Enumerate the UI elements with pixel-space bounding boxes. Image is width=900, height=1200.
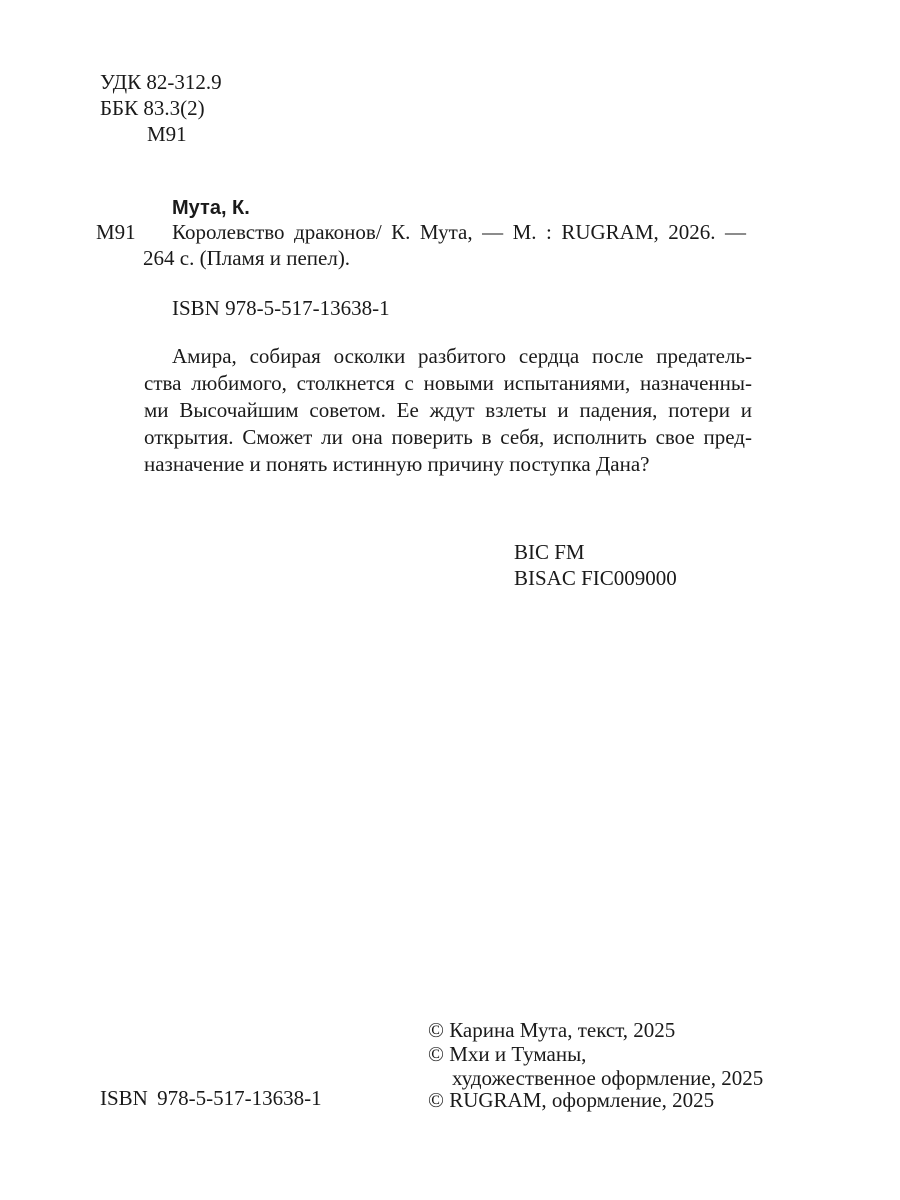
annotation-line: назначение и понять истинную причину поступка Дана? <box>144 452 650 476</box>
annotation <box>144 344 752 479</box>
copyright-design-cont: художественное оформление, 2025 <box>452 1066 764 1090</box>
annotation-line: открытия. Сможет ли она поверить в себя, исполнить свое пред- <box>144 425 752 449</box>
bisac-code: BISAC FIC009000 <box>514 566 677 590</box>
author-name: Мута, К. <box>172 197 250 219</box>
copyright-publisher: © RUGRAM, оформление, 2025 <box>428 1088 715 1112</box>
isbn-main: ISBN 978-5-517-13638-1 <box>172 296 390 320</box>
annotation-line: ства любимого, столкнется с новыми испытаниями, назначенны- <box>144 371 752 395</box>
annotation-line: Амира, собирая осколки разбитого сердца после предатель- <box>172 344 752 368</box>
side-author-mark: М91 <box>96 220 136 244</box>
copyright-design: © Мхи и Туманы, <box>428 1042 587 1066</box>
bic-code: BIC FM <box>514 540 585 564</box>
isbn-footer: ISBN 978-5-517-13638-1 <box>100 1086 322 1110</box>
bibliography-line-1: Королевство драконов/ К. Мута, — М. : RUGRAM, 2026. — <box>172 220 746 244</box>
bbk-code: ББК 83.3(2) <box>100 96 205 120</box>
copyright-author: © Карина Мута, текст, 2025 <box>428 1018 676 1042</box>
bibliography-line-2: 264 с. (Пламя и пепел). <box>143 246 351 270</box>
annotation-line: ми Высочайшим советом. Ее ждут взлеты и падения, потери и <box>144 398 752 422</box>
author-mark: М91 <box>147 122 187 146</box>
udk-code: УДК 82-312.9 <box>100 70 222 94</box>
